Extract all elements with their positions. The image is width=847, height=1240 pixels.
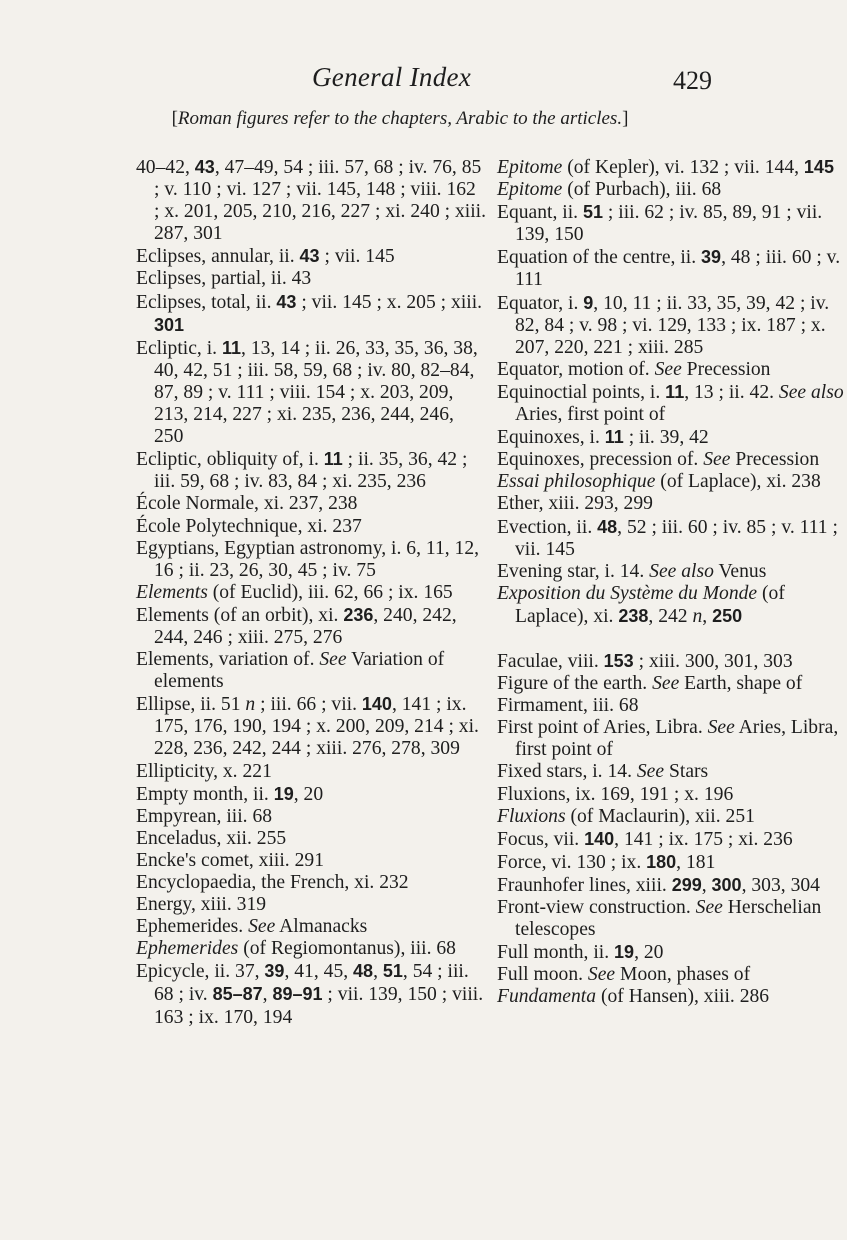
page-header [0,62,800,102]
index-entry: Empty month, ii. 19, 20 [136,783,324,805]
index-entry: Exposition du Système du Monde (of Laplace), xi. 238, 242 n, 250 [497,582,785,627]
index-entry: Faculae, viii. 153 ; xiii. 300, 301, 303 [497,650,793,672]
index-entry: Equinoxes, i. 11 ; ii. 39, 42 [497,427,709,449]
index-entry: Firmament, iii. 68 [497,695,639,717]
index-entry: Full moon. See Moon, phases of [497,964,751,986]
index-entry: Eclipses, partial, ii. 43 [136,268,312,290]
index-entry: Equinoctial points, i. 11, 13 ; ii. 42. See also Aries, first point of [497,381,844,426]
index-column-right [497,156,847,1008]
index-entry: Eclipses, annular, ii. 43 ; vii. 145 [136,246,395,268]
index-entry: First point of Aries, Libra. See Aries, Libra, first point of [497,717,839,761]
index-entry: Evection, ii. 48, 52 ; iii. 60 ; iv. 85 ; v. 111 ; vii. 145 [497,516,838,560]
index-entry: Equant, ii. 51 ; iii. 62 ; iv. 85, 89, 91 ; vii. 139, 150 [497,202,823,246]
index-entry: Fluxions, ix. 169, 191 ; x. 196 [497,783,734,805]
index-entry: Elements (of Euclid), iii. 62, 66 ; ix. 165 [136,581,453,603]
index-entry: Epitome (of Kepler), vi. 132 ; vii. 144, 145 [497,157,834,178]
note-part-3: Arabic [456,108,509,129]
index-entry: École Normale, xi. 237, 238 [136,493,358,515]
index-entry: Elements (of an orbit), xi. 236, 240, 242, 244, 246 ; xiii. 275, 276 [136,604,457,648]
index-entry: Fixed stars, i. 14. See Stars [497,761,709,783]
index-entry: Elements, variation of. See Variation of elements [136,649,445,693]
index-entry: Energy, xiii. 319 [136,894,267,916]
note-part-2: refer to the chapters, [288,108,457,129]
index-entry: Ellipticity, x. 221 [136,760,272,782]
index-entry: 40–42, 43, 47–49, 54 ; iii. 57, 68 ; iv. 76, 85 ; v. 110 ; vi. 127 ; vii. 145, 148 ; viii. 162 ; x. 201, 205, 210, 216, 227 ; xi. 240 ; xiii. 287, 301 [136,157,487,245]
index-entry: Equator, motion of. See Precession [497,358,771,380]
index-entry: Ephemerides (of Regiomontanus), iii. 68 [136,938,456,960]
index-entry: Ellipse, ii. 51 n ; iii. 66 ; vii. 140, 141 ; ix. 175, 176, 190, 194 ; x. 200, 209, 214 ; xi. 228, 236, 242, 244 ; xiii. 276, 278, 309 [136,694,479,760]
index-entry: Epitome (of Purbach), iii. 68 [497,179,722,201]
index-entry: Evening star, i. 14. See also Venus [497,560,767,582]
index-entry: Ecliptic, i. 11, 13, 14 ; ii. 26, 33, 35, 36, 38, 40, 42, 51 ; iii. 58, 59, 68 ; iv. 80, 82–84, 87, 89 ; v. 111 ; viii. 154 ; x. 203, 209, 213, 214, 227 ; xi. 235, 236, 244, 246, 250 [136,337,478,448]
index-entry: École Polytechnique, xi. 237 [136,515,362,537]
index-entry: Figure of the earth. See Earth, shape of [497,673,803,695]
index-entry: Egyptians, Egyptian astronomy, i. 6, 11, 12, 16 ; ii. 23, 26, 30, 45 ; iv. 75 [136,537,480,581]
index-entry: Fraunhofer lines, xiii. 299, 300, 303, 304 [497,874,820,896]
index-entry: Encke's comet, xiii. 291 [136,849,324,871]
section-gap [497,628,847,650]
index-entry: Ether, xiii. 293, 299 [497,493,653,515]
index-entry: Front-view construction. See Herschelian telescopes [497,897,822,941]
running-title: General Index [312,62,472,92]
note-part-1: Roman figures [177,108,289,129]
index-entry: Enceladus, xii. 255 [136,827,287,849]
index-entry: Encyclopaedia, the French, xi. 232 [136,872,409,893]
index-entry: Epicycle, ii. 37, 39, 41, 45, 48, 51, 54 ; iii. 68 ; iv. 85–87, 89–91 ; vii. 139, 150 ; viii. 163 ; ix. 170, 194 [136,961,484,1028]
index-entry: Fundamenta (of Hansen), xiii. 286 [497,986,770,1008]
index-note: [Roman figures refer to the chapters, Arabic to the articles.] [171,108,629,129]
index-entry: Equation of the centre, ii. 39, 48 ; iii. 60 ; v. 111 [497,247,841,291]
index-entry: Essai philosophique (of Laplace), xi. 238 [497,471,821,493]
index-entry: Force, vi. 130 ; ix. 180, 181 [497,851,716,873]
index-entry: Ecliptic, obliquity of, i. 11 ; ii. 35, 36, 42 ; iii. 59, 68 ; iv. 83, 84 ; xi. 235, 236 [136,449,468,493]
note-part-4: to the articles. [508,108,623,129]
index-entry: Ephemerides. See Almanacks [136,916,368,938]
index-entry: Empyrean, iii. 68 [136,805,273,827]
index-entry: Equinoxes, precession of. See Precession [497,449,820,471]
index-entry: Fluxions (of Maclaurin), xii. 251 [497,805,755,827]
index-column-left [136,156,486,1029]
index-entry: Focus, vii. 140, 141 ; ix. 175 ; xi. 236 [497,828,793,850]
index-entry: Full month, ii. 19, 20 [497,942,664,964]
index-entry: Eclipses, total, ii. 43 ; vii. 145 ; x. 205 ; xiii. 301 [136,291,483,335]
page-number: 429 [673,66,712,95]
index-entry: Equator, i. 9, 10, 11 ; ii. 33, 35, 39, 42 ; iv. 82, 84 ; v. 98 ; vi. 129, 133 ; ix. 187 ; x. 207, 220, 221 ; xiii. 285 [497,292,830,358]
